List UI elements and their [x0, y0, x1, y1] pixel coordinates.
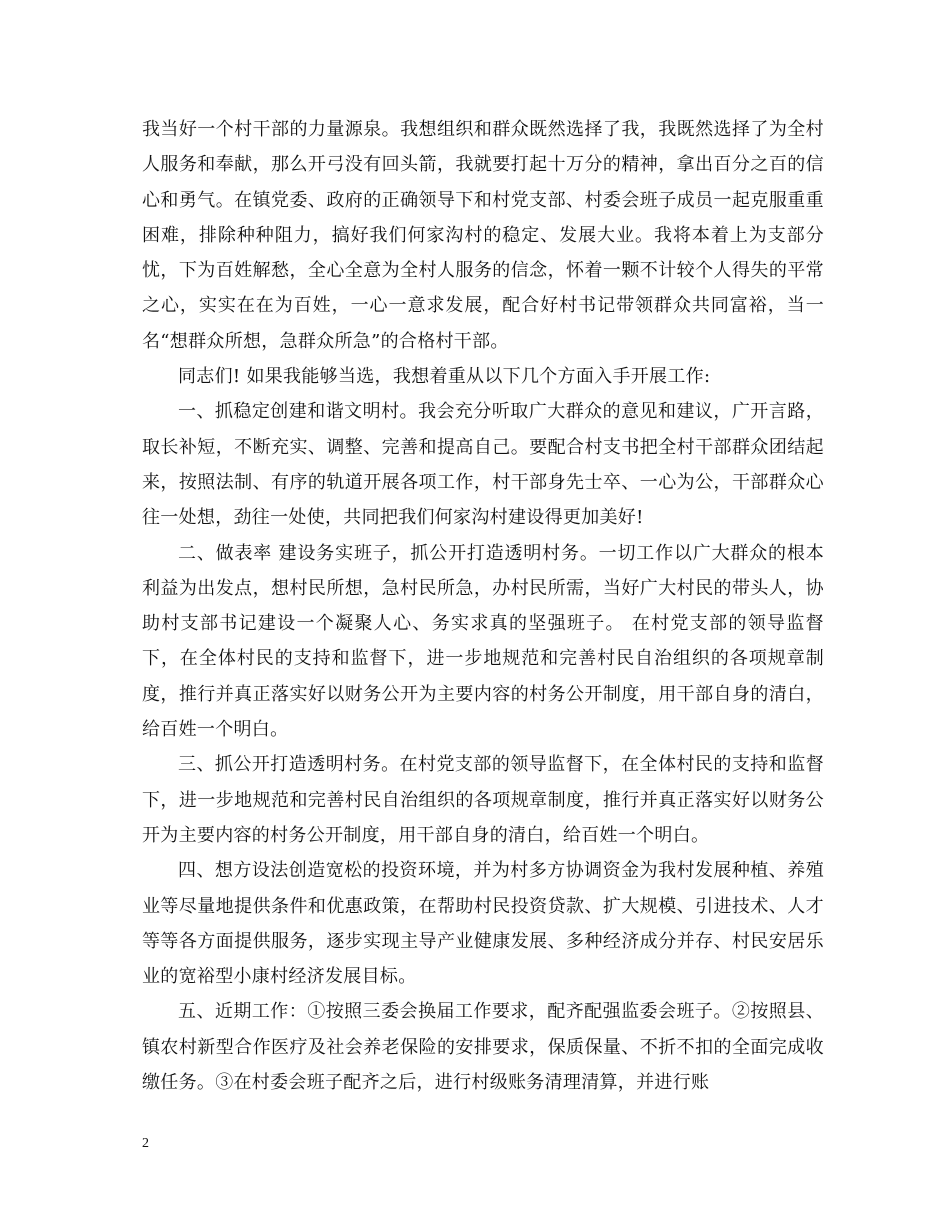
paragraph-item-4: 四、想方设法创造宽松的投资环境，并为村多方协调资金为我村发展种植、养殖业等尽量地提供条件和优惠政策，在帮助村民投资贷款、扩大规模、引进技术、人才等等各方面提供服务，逐步实现主导产业健康发展、多种经济成分并存、村民安居乐业的宽裕型小康村经济发展目标。 — [142, 860, 824, 988]
paragraph-item-3: 三、抓公开打造透明村务。在村党支部的领导监督下，在全体村民的支持和监督下，进一步地规范和完善村民自治组织的各项规章制度，推行并真正落实好以财务公开为主要内容的村务公开制度，用干部自身的清白，给百姓一个明白。 — [142, 754, 824, 846]
page-number: 2 — [142, 1136, 149, 1151]
paragraph-item-1: 一、抓稳定创建和谐文明村。我会充分听取广大群众的意见和建议，广开言路，取长补短，不断充实、调整、完善和提高自己。要配合村支书把全村干部群众团结起来，按照法制、有序的轨道开展各项工作，村干部身先士卒、一心为公，干部群众心往一处想，劲往一处使，共同把我们何家沟村建设得更加美好! — [142, 401, 824, 529]
paragraph-continuation: 我当好一个村干部的力量源泉。我想组织和群众既然选择了我，我既然选择了为全村人服务和奉献，那么开弓没有回头箭，我就要打起十万分的精神，拿出百分之百的信心和勇气。在镇党委、政府的正确领导下和村党支部、村委会班子成员一起克服重重困难，排除种种阻力，搞好我们何家沟村的稳定、发展大业。我将本着上为支部分忧，下为百姓解愁，全心全意为全村人服务的信念，怀着一颗不计较个人得失的平常之心，实实在在为百姓，一心一意求发展，配合好村书记带领群众共同富裕，当一名“想群众所想，急群众所急”的合格村干部。 — [142, 119, 824, 352]
paragraph-intro: 同志们! 如果我能够当选，我想着重从以下几个方面入手开展工作: — [178, 366, 711, 388]
paragraph-item-2: 二、做表率 建设务实班子，抓公开打造透明村务。一切工作以广大群众的根本利益为出发点，想村民所想，急村民所急，办村民所需，当好广大村民的带头人，协助村支部书记建设一个凝聚人心、务实求真的坚强班子。 在村党支部的领导监督下，在全体村民的支持和监督下，进一步地规范和完善村民自治组织的各项规章制度，推行并真正落实好以财务公开为主要内容的村务公开制度，用干部自身的清白，给百姓一个明白。 — [142, 542, 824, 741]
document-body — [142, 112, 824, 1100]
paragraph-item-5: 五、近期工作：①按照三委会换届工作要求，配齐配强监委会班子。②按照县、镇农村新型合作医疗及社会养老保险的安排要求，保质保量、不折不扣的全面完成收缴任务。③在村委会班子配齐之后，进行村级账务清理清算，并进行账 — [142, 1001, 824, 1094]
